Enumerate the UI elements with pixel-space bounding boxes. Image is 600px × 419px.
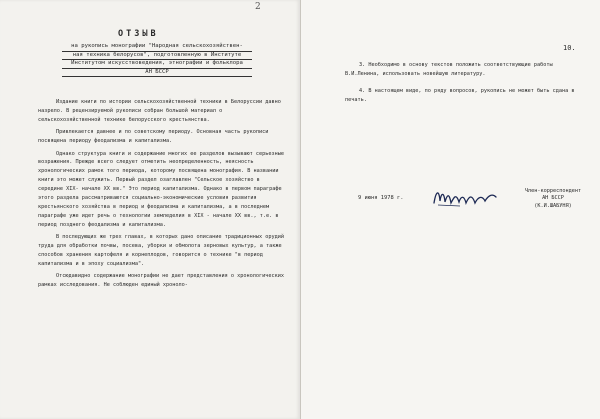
document-subtitle bbox=[62, 43, 252, 77]
paragraph: Привлекается давнее и по советскому периоду. Основная часть рукописи посвящена периоду феодализма и капитализма. bbox=[38, 129, 269, 145]
conclusion-items bbox=[345, 61, 575, 113]
paragraph: Однако структура книги и содержание многих ее разделов вызывают серьезные возражения. Прежде всего следует отметить неопределенность, неясность хронологических рамок того периода, которому посвящена монография. В названии книги это может служить. Первый раздел озаглавлен "Сельское хозяйство в середине XIX- начале XX вв." Это период капитализма. Однако в первом параграфе этого раздела рассматриваются социально-экономические условия развития крестьянского хозяйства в период и феодализма и капитализма, а в последнем параграфе уже идет речь о технологии земледелия в XIX - начале XX вв., т.е. в период позднего феодализма и капитализма. bbox=[38, 150, 284, 228]
subtitle-line-2: ная техника белорусов", подготовленную в Институте bbox=[62, 52, 252, 61]
signer-name: (К.И.ШАБУНЯ) bbox=[534, 202, 572, 209]
paragraph: Отсюдавидно содержание монографии не дает представления о хронологических рамках исследования. Не соблюден единый хроноло- bbox=[38, 273, 284, 289]
subtitle-line-4: АН БССР bbox=[62, 69, 252, 78]
signer-line: Член-корреспондент bbox=[524, 188, 582, 194]
paragraph: Издание книги по истории сельскохозяйственной техники в Белоруссии давно назрело. В рецензируемой рукописи собран большой материал о сельскохозяйственной технике белорусского крестьянства. bbox=[38, 99, 281, 123]
signer-title bbox=[513, 188, 593, 210]
list-item: 4. В настоящем виде, по ряду вопросов, рукопись не может быть сдана в печать. bbox=[345, 87, 575, 103]
signature-date: 9 июня 1978 г. bbox=[358, 195, 404, 201]
subtitle-line-1: на рукопись монографии "Народная сельскохозяйствен- bbox=[62, 43, 252, 52]
paragraph: В последующих же трех главах, в которых дано описание традиционных орудий труда для обработки почвы, посева, уборки и обмолота зерновых культур, а также способов хранения картофеля и корнеплодов, говорится о технике "в период капитализма и в эпоху социализма". bbox=[38, 234, 284, 267]
signer-line: АН БССР bbox=[542, 195, 564, 202]
document-title: ОТЗЫВ bbox=[118, 29, 159, 39]
subtitle-line-3: Институтом искусствоведения, этнографии и фольклора bbox=[62, 60, 252, 69]
review-body bbox=[38, 98, 286, 290]
corner-mark: 2 bbox=[255, 2, 261, 12]
page-number: 10. bbox=[563, 44, 576, 52]
handwritten-signature bbox=[430, 183, 500, 211]
list-item: 3. Необходимо в основу текстов положить соответствующие работы В.И.Ленина, использовать новейшую литературу. bbox=[345, 62, 553, 77]
